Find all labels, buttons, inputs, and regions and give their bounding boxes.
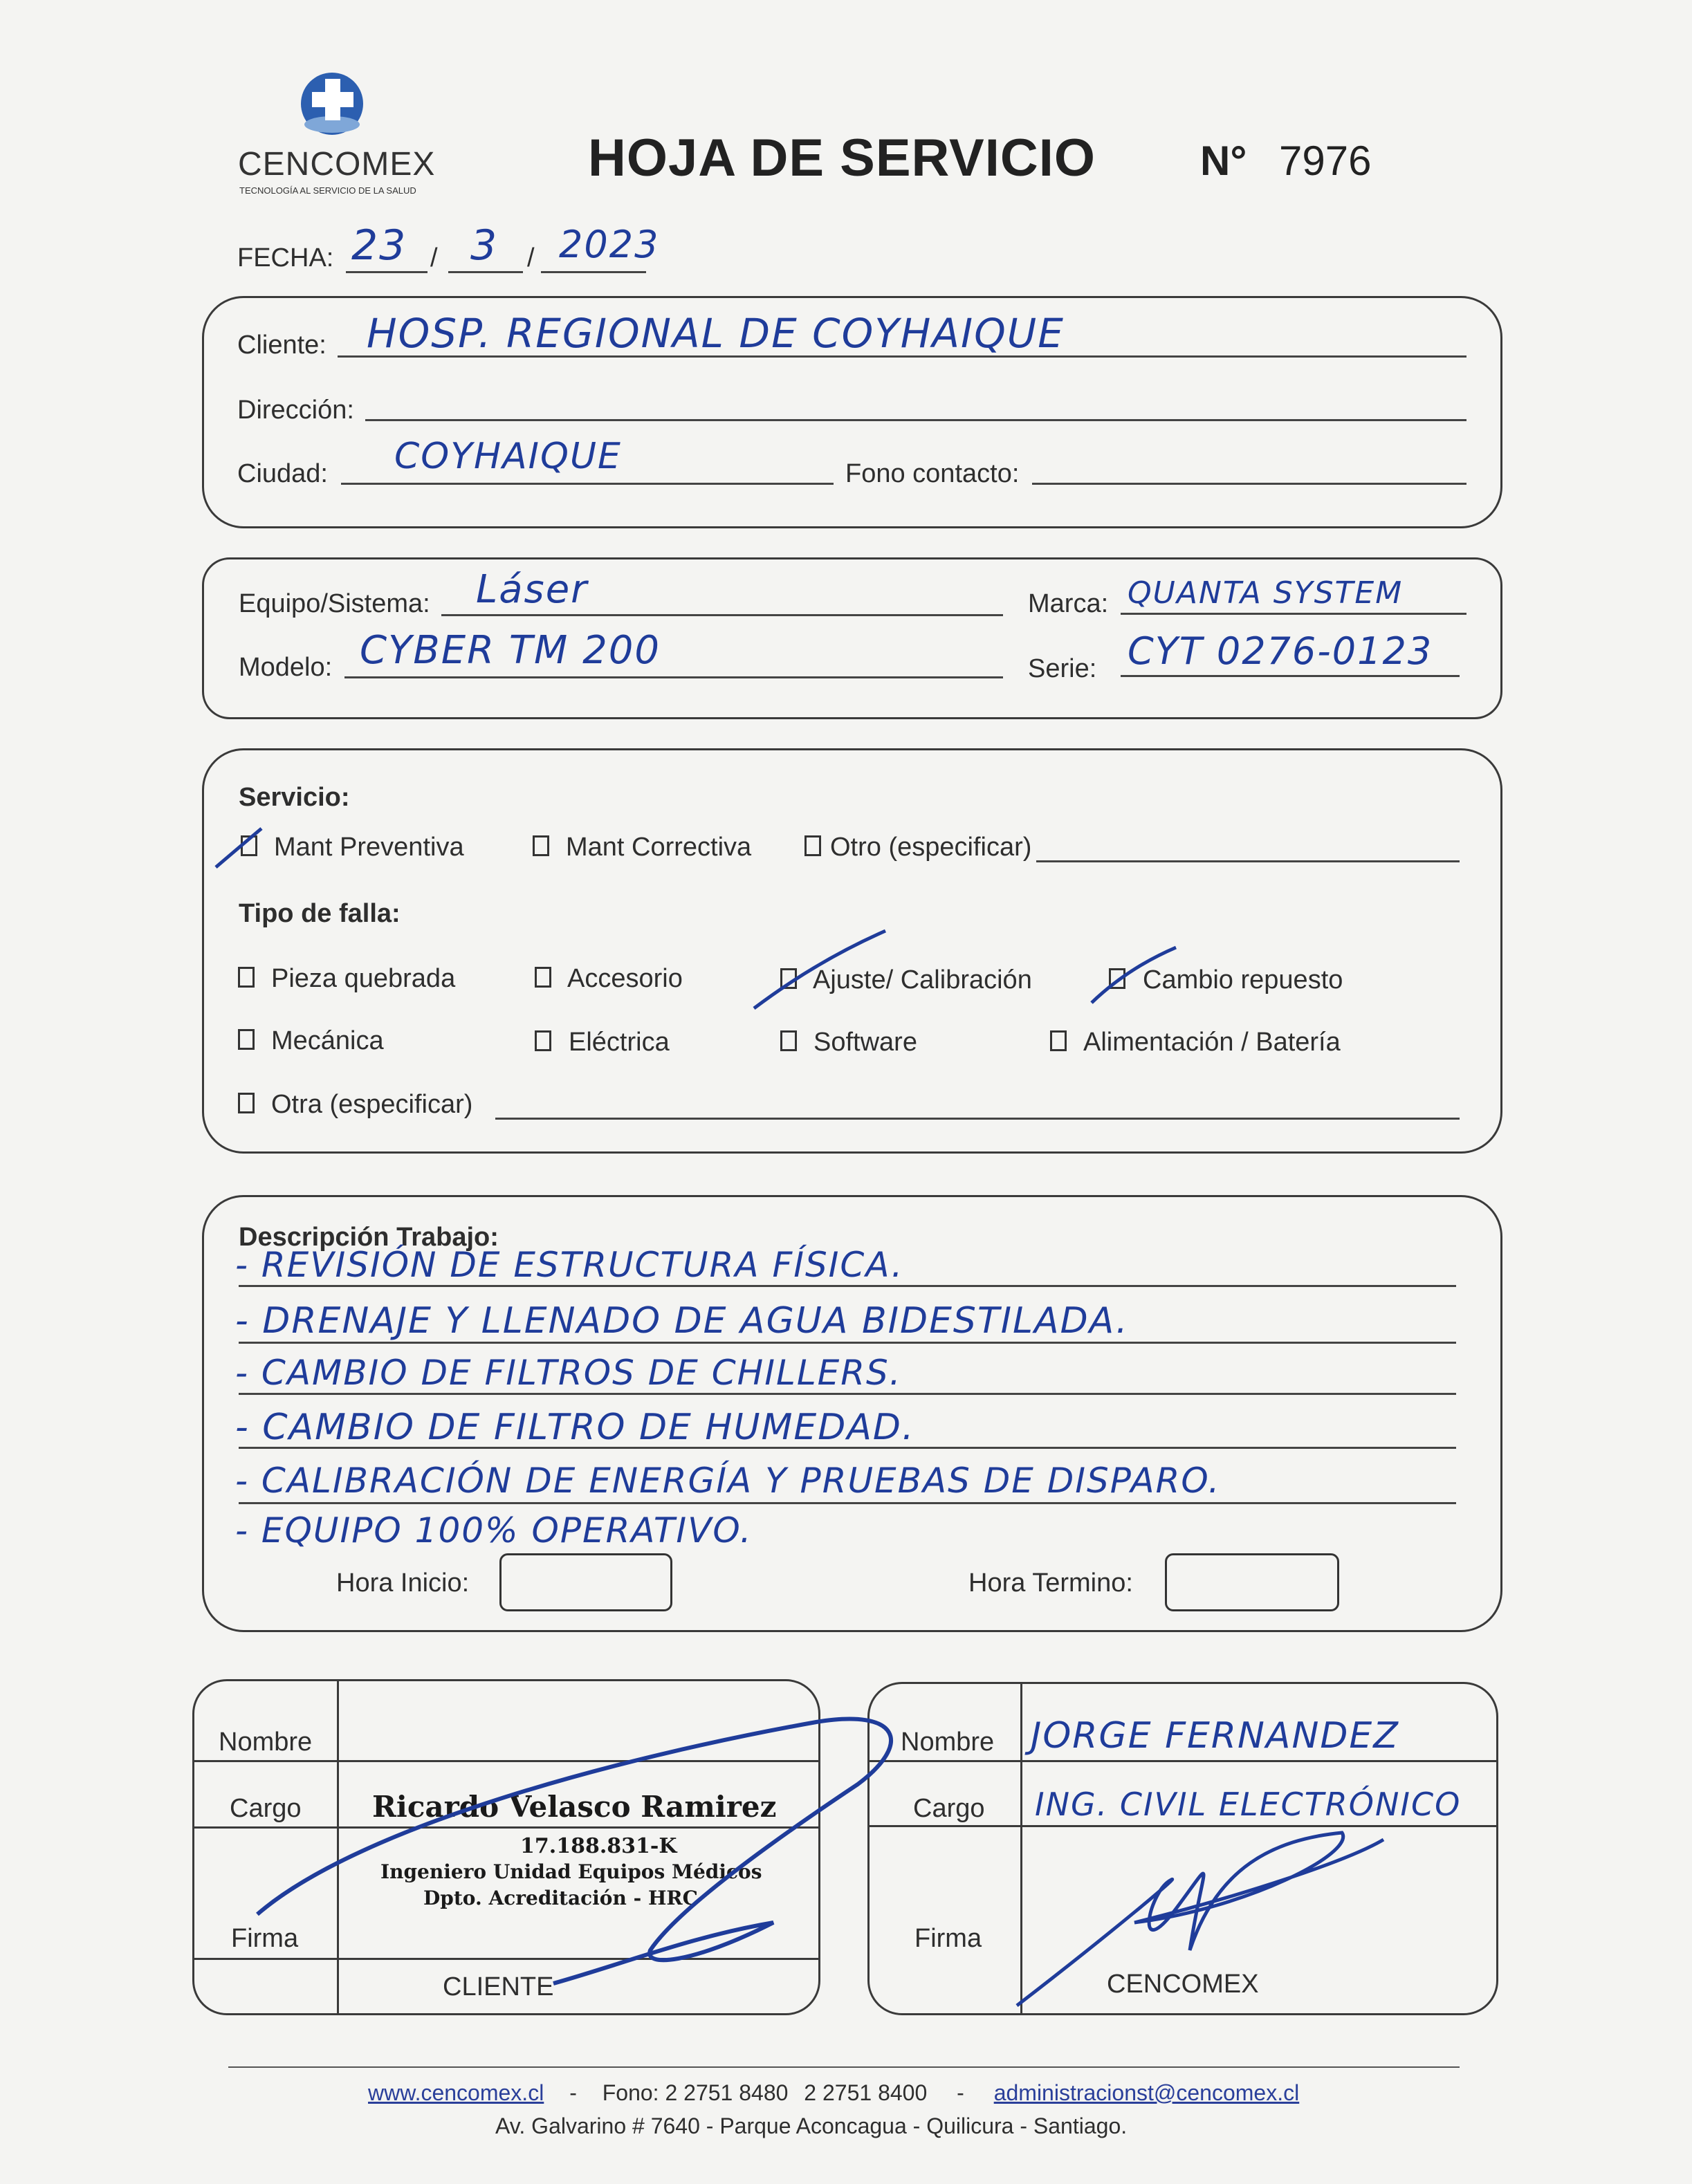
footer-rule: [228, 2066, 1460, 2068]
footer-contact-line: [368, 2080, 1299, 2106]
logo-name: CENCOMEX: [238, 146, 436, 183]
stamp-role: Ingeniero Unidad Equipos Médicos: [380, 1860, 762, 1883]
footer-email-link[interactable]: administracionst@cencomex.cl: [993, 2080, 1300, 2105]
descripcion-text-3[interactable]: - CAMBIO DE FILTROS DE CHILLERS.: [235, 1353, 902, 1393]
cambio-repuesto-label: Cambio repuesto: [1143, 965, 1343, 994]
mant-correctiva-label: Mant Correctiva: [566, 833, 752, 862]
cencomex-cargo-label: Cargo: [913, 1794, 985, 1823]
fecha-year-value[interactable]: 2023: [559, 223, 660, 266]
stamp-dept: Dpto. Acreditación - HRC: [423, 1887, 698, 1909]
marca-label: Marca:: [1028, 589, 1109, 618]
descripcion-title: Descripción Trabajo:: [239, 1223, 499, 1252]
cencomex-nombre-value[interactable]: JORGE FERNANDEZ: [1031, 1715, 1399, 1757]
cliente-firma-label: Firma: [231, 1924, 299, 1953]
descripcion-text-1[interactable]: - REVISIÓN DE ESTRUCTURA FÍSICA.: [235, 1245, 904, 1285]
hora-termino-label: Hora Termino:: [968, 1568, 1133, 1598]
software-label: Software: [813, 1028, 917, 1057]
descripcion-text-5[interactable]: - CALIBRACIÓN DE ENERGÍA Y PRUEBAS DE DISPARO.: [235, 1461, 1221, 1501]
cencomex-firma-label: Firma: [914, 1924, 982, 1953]
fecha-month-value[interactable]: 3: [470, 221, 499, 270]
equipo-value[interactable]: Láser: [476, 567, 589, 612]
cliente-value[interactable]: HOSP. REGIONAL DE COYHAIQUE: [367, 310, 1065, 357]
servicio-title: Servicio:: [239, 783, 350, 812]
number-label: N°: [1200, 138, 1247, 184]
fecha-day-value[interactable]: 23: [351, 221, 407, 270]
fecha-label: FECHA:: [237, 243, 334, 272]
footer-fono-1: 2 2751 8480: [665, 2080, 789, 2105]
cliente-signature: [257, 1719, 891, 1983]
falla-title: Tipo de falla:: [239, 899, 401, 928]
footer-address: Av. Galvarino # 7640 - Parque Aconcagua - Quilicura - Santiago.: [495, 2113, 1128, 2138]
modelo-value[interactable]: CYBER TM 200: [360, 628, 661, 673]
fecha-sep-1: /: [430, 243, 438, 272]
ciudad-value[interactable]: COYHAIQUE: [394, 436, 622, 477]
ajuste-calibracion-label: Ajuste/ Calibración: [813, 965, 1032, 994]
cencomex-footer-label: CENCOMEX: [1107, 1970, 1259, 1999]
stamp-name: Ricardo Velasco Ramirez: [372, 1790, 777, 1824]
fono-label: Fono contacto:: [845, 459, 1020, 488]
cencomex-signature: [1017, 1833, 1383, 2006]
equipo-label: Equipo/Sistema:: [239, 589, 430, 618]
serie-label: Serie:: [1028, 654, 1097, 683]
accesorio-label: Accesorio: [567, 964, 683, 993]
footer-fono-label: Fono:: [602, 2080, 659, 2105]
pieza-quebrada-label: Pieza quebrada: [271, 964, 456, 993]
direccion-label: Dirección:: [237, 396, 354, 425]
cliente-nombre-label: Nombre: [219, 1728, 313, 1757]
footer-sep-2: -: [957, 2080, 964, 2105]
mecanica-label: Mecánica: [271, 1026, 384, 1055]
cliente-cargo-label: Cargo: [230, 1794, 302, 1823]
serie-value[interactable]: CYT 0276-0123: [1128, 629, 1433, 673]
number-value: 7976: [1279, 138, 1372, 184]
cencomex-cargo-value[interactable]: ING. CIVIL ELECTRÓNICO: [1035, 1786, 1462, 1823]
cencomex-nombre-label: Nombre: [901, 1728, 995, 1757]
stamp-rut: 17.188.831-K: [520, 1834, 677, 1858]
mant-preventiva-label: Mant Preventiva: [274, 833, 464, 862]
alimentacion-bateria-label: Alimentación / Batería: [1083, 1028, 1341, 1057]
descripcion-text-4[interactable]: - CAMBIO DE FILTRO DE HUMEDAD.: [235, 1407, 915, 1448]
fecha-sep-2: /: [527, 243, 535, 272]
electrica-label: Eléctrica: [569, 1028, 670, 1057]
marca-value[interactable]: QUANTA SYSTEM: [1128, 575, 1404, 611]
ciudad-label: Ciudad:: [237, 459, 328, 488]
otro-servicio-label: Otro (especificar): [830, 833, 1032, 862]
cliente-label: Cliente:: [237, 331, 327, 360]
cliente-footer-label: CLIENTE: [443, 1972, 554, 2001]
descripcion-text-6[interactable]: - EQUIPO 100% OPERATIVO.: [235, 1510, 753, 1551]
logo-tagline: TECNOLOGÍA AL SERVICIO DE LA SALUD: [239, 185, 416, 196]
page-title: HOJA DE SERVICIO: [588, 129, 1096, 187]
footer-web-link[interactable]: www.cencomex.cl: [368, 2080, 544, 2105]
otra-falla-label: Otra (especificar): [271, 1090, 473, 1119]
hora-inicio-label: Hora Inicio:: [336, 1568, 470, 1598]
modelo-label: Modelo:: [239, 653, 333, 682]
footer-sep-1: -: [569, 2080, 577, 2105]
footer-fono-2: 2 2751 8400: [804, 2080, 928, 2105]
descripcion-text-2[interactable]: - DRENAJE Y LLENADO DE AGUA BIDESTILADA.: [235, 1300, 1129, 1342]
